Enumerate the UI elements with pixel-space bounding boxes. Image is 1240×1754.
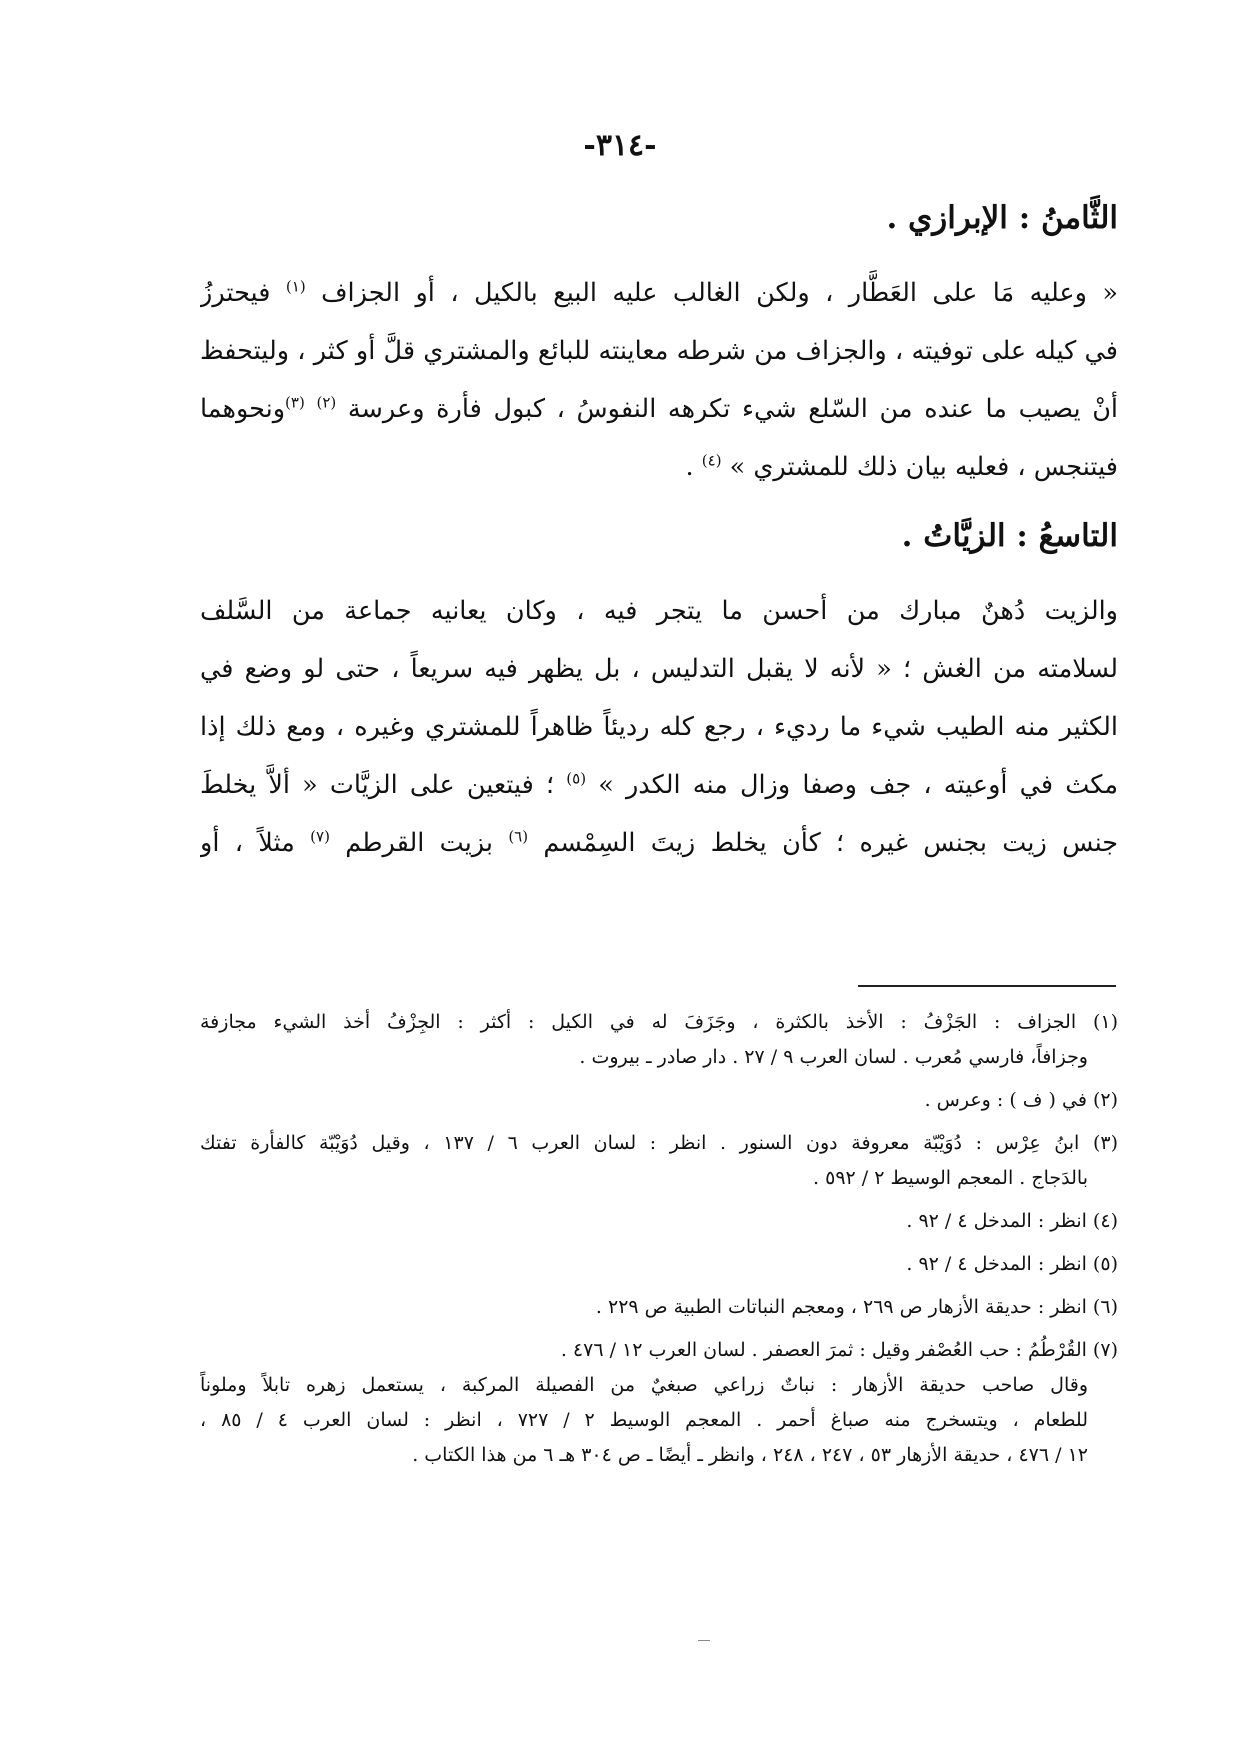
text-segment: « وعليه مَا على العَطَّار ، ولكن الغالب عليه البيع بالكيل ، أو الجزاف xyxy=(321,278,1118,308)
footnote-ref[interactable]: (٣) xyxy=(285,393,305,412)
footnote-ref[interactable]: (١) xyxy=(285,277,306,296)
paragraph-ninth xyxy=(200,582,1118,872)
text-segment: فيحترزُ xyxy=(200,278,271,308)
footnote-line: ١٢ / ٤٧٦ ، حديقة الأزهار ٥٣ ، ٢٤٧ ، ٢٤٨ ، وانظر ـ أيضًا ـ ص ٣٠٤ هـ ٦ من هذا الكتاب . xyxy=(412,1444,1088,1466)
footnote-6 xyxy=(200,1290,1118,1325)
footnote-ref[interactable]: (٢) xyxy=(316,393,337,412)
footnote-line: (٤) انظر : المدخل ٤ / ٩٢ . xyxy=(906,1210,1118,1232)
text-segment: فيتنجس ، فعليه بيان ذلك للمشتري » xyxy=(729,452,1118,482)
scan-mark xyxy=(698,1640,710,1641)
footnote-1 xyxy=(200,1005,1118,1075)
footnote-line: وجزافاً، فارسي مُعرب . لسان العرب ٩ / ٢٧ . دار صادر ـ بيروت . xyxy=(579,1046,1088,1068)
text-line xyxy=(200,380,1118,438)
text-line: والزيت دُهنٌ مبارك من أحسن ما يتجر فيه ، وكان يعانيه جماعة من السَّلف xyxy=(200,596,1118,626)
text-segment: جنس زيت بجنس غيره ؛ كأن يخلط زيتَ السِمْسم xyxy=(543,828,1118,858)
footnote-2 xyxy=(200,1083,1118,1118)
paragraph-eighth xyxy=(200,264,1118,496)
footnote-line: (١) الجزاف : الجَزْفُ : الأخذ بالكثرة ، وجَزَفَ له في الكيل : أكثر : الجِزْفُ أخذ الشيء مجازفة xyxy=(200,1011,1118,1033)
text-segment: بزيت القرطم xyxy=(345,828,493,858)
footnote-3 xyxy=(200,1126,1118,1196)
text-line: لسلامته من الغش ؛ « لأنه لا يقبل التدليس ، بل يظهر فيه سريعاً ، حتى لو وضع في xyxy=(200,654,1118,684)
text-segment: أنْ يصيب ما عنده من السّلع شيء تكرهه النفوسُ ، كبول فأرة وعرسة xyxy=(347,394,1118,424)
section-heading-eighth: الثَّامنُ : الإبرازي . xyxy=(886,200,1118,236)
footnote-line: وقال صاحب حديقة الأزهار : نباتٌ زراعي صبغيٌ من الفصيلة المركبة ، يستعمل زهره تابلاً وملوناً xyxy=(200,1374,1088,1396)
text-segment: مكث في أوعيته ، جف وصفا وزال منه الكدر » xyxy=(598,770,1118,800)
footnote-line: (٣) ابنُ عِرْس : دُوَيْبّة معروفة دون السنور . انظر : لسان العرب ٦ / ١٣٧ ، وقيل دُوَيْبّة كالفأرة تفتك xyxy=(200,1132,1118,1154)
text-segment: . xyxy=(685,452,694,482)
text-line xyxy=(200,756,1118,814)
footnote-ref[interactable]: (٧) xyxy=(310,827,330,846)
footnote-7 xyxy=(200,1333,1118,1473)
footnote-line: (٦) انظر : حديقة الأزهار ص ٢٦٩ ، ومعجم النباتات الطبية ص ٢٢٩ . xyxy=(595,1296,1118,1318)
footnote-line: بالدَجاج . المعجم الوسيط ٢ / ٥٩٢ . xyxy=(813,1167,1088,1189)
text-segment: مثلاً ، أو xyxy=(200,828,295,858)
footnote-4 xyxy=(200,1204,1118,1239)
text-line xyxy=(200,814,1118,872)
footnote-5 xyxy=(200,1247,1118,1282)
footnote-line: (٢) في ( ف ) : وعرس . xyxy=(924,1089,1118,1111)
footnote-line: (٧) القُرْطُمُ : حب العُصْفر وقيل : ثمرَ العصفر . لسان العرب ١٢ / ٤٧٦ . xyxy=(560,1339,1118,1361)
page-number: -٣١٤- xyxy=(583,128,657,163)
footnote-ref[interactable]: (٥) xyxy=(566,769,587,788)
footnote-ref[interactable]: (٤) xyxy=(701,451,722,470)
text-segment: ونحوهما xyxy=(200,394,286,424)
footnote-separator xyxy=(858,985,1116,987)
footnote-line: (٥) انظر : المدخل ٤ / ٩٢ . xyxy=(906,1253,1118,1275)
footnote-ref[interactable]: (٦) xyxy=(508,827,529,846)
main-text xyxy=(200,190,1118,884)
text-line xyxy=(200,264,1118,322)
footnote-line: للطعام ، ويتسخرج منه صباغ أحمر . المعجم الوسيط ٢ / ٧٢٧ ، انظر : لسان العرب ٤ / ٨٥ ، xyxy=(200,1409,1088,1431)
section-heading-ninth: التاسعُ : الزيَّاتُ . xyxy=(901,518,1118,554)
text-line xyxy=(200,438,1118,496)
text-line: الكثير منه الطيب شيء ما رديء ، رجع كله رديئاً ظاهراً للمشتري وغيره ، ومع ذلك إذا xyxy=(200,712,1118,742)
footnotes xyxy=(200,1005,1118,1473)
text-segment: ؛ فيتعين على الزيَّات « ألاَّ يخلطَ xyxy=(200,770,555,800)
text-line: في كيله على توفيته ، والجزاف من شرطه معاينته للبائع والمشتري قلَّ أو كثر ، وليتحفظ xyxy=(200,336,1118,366)
